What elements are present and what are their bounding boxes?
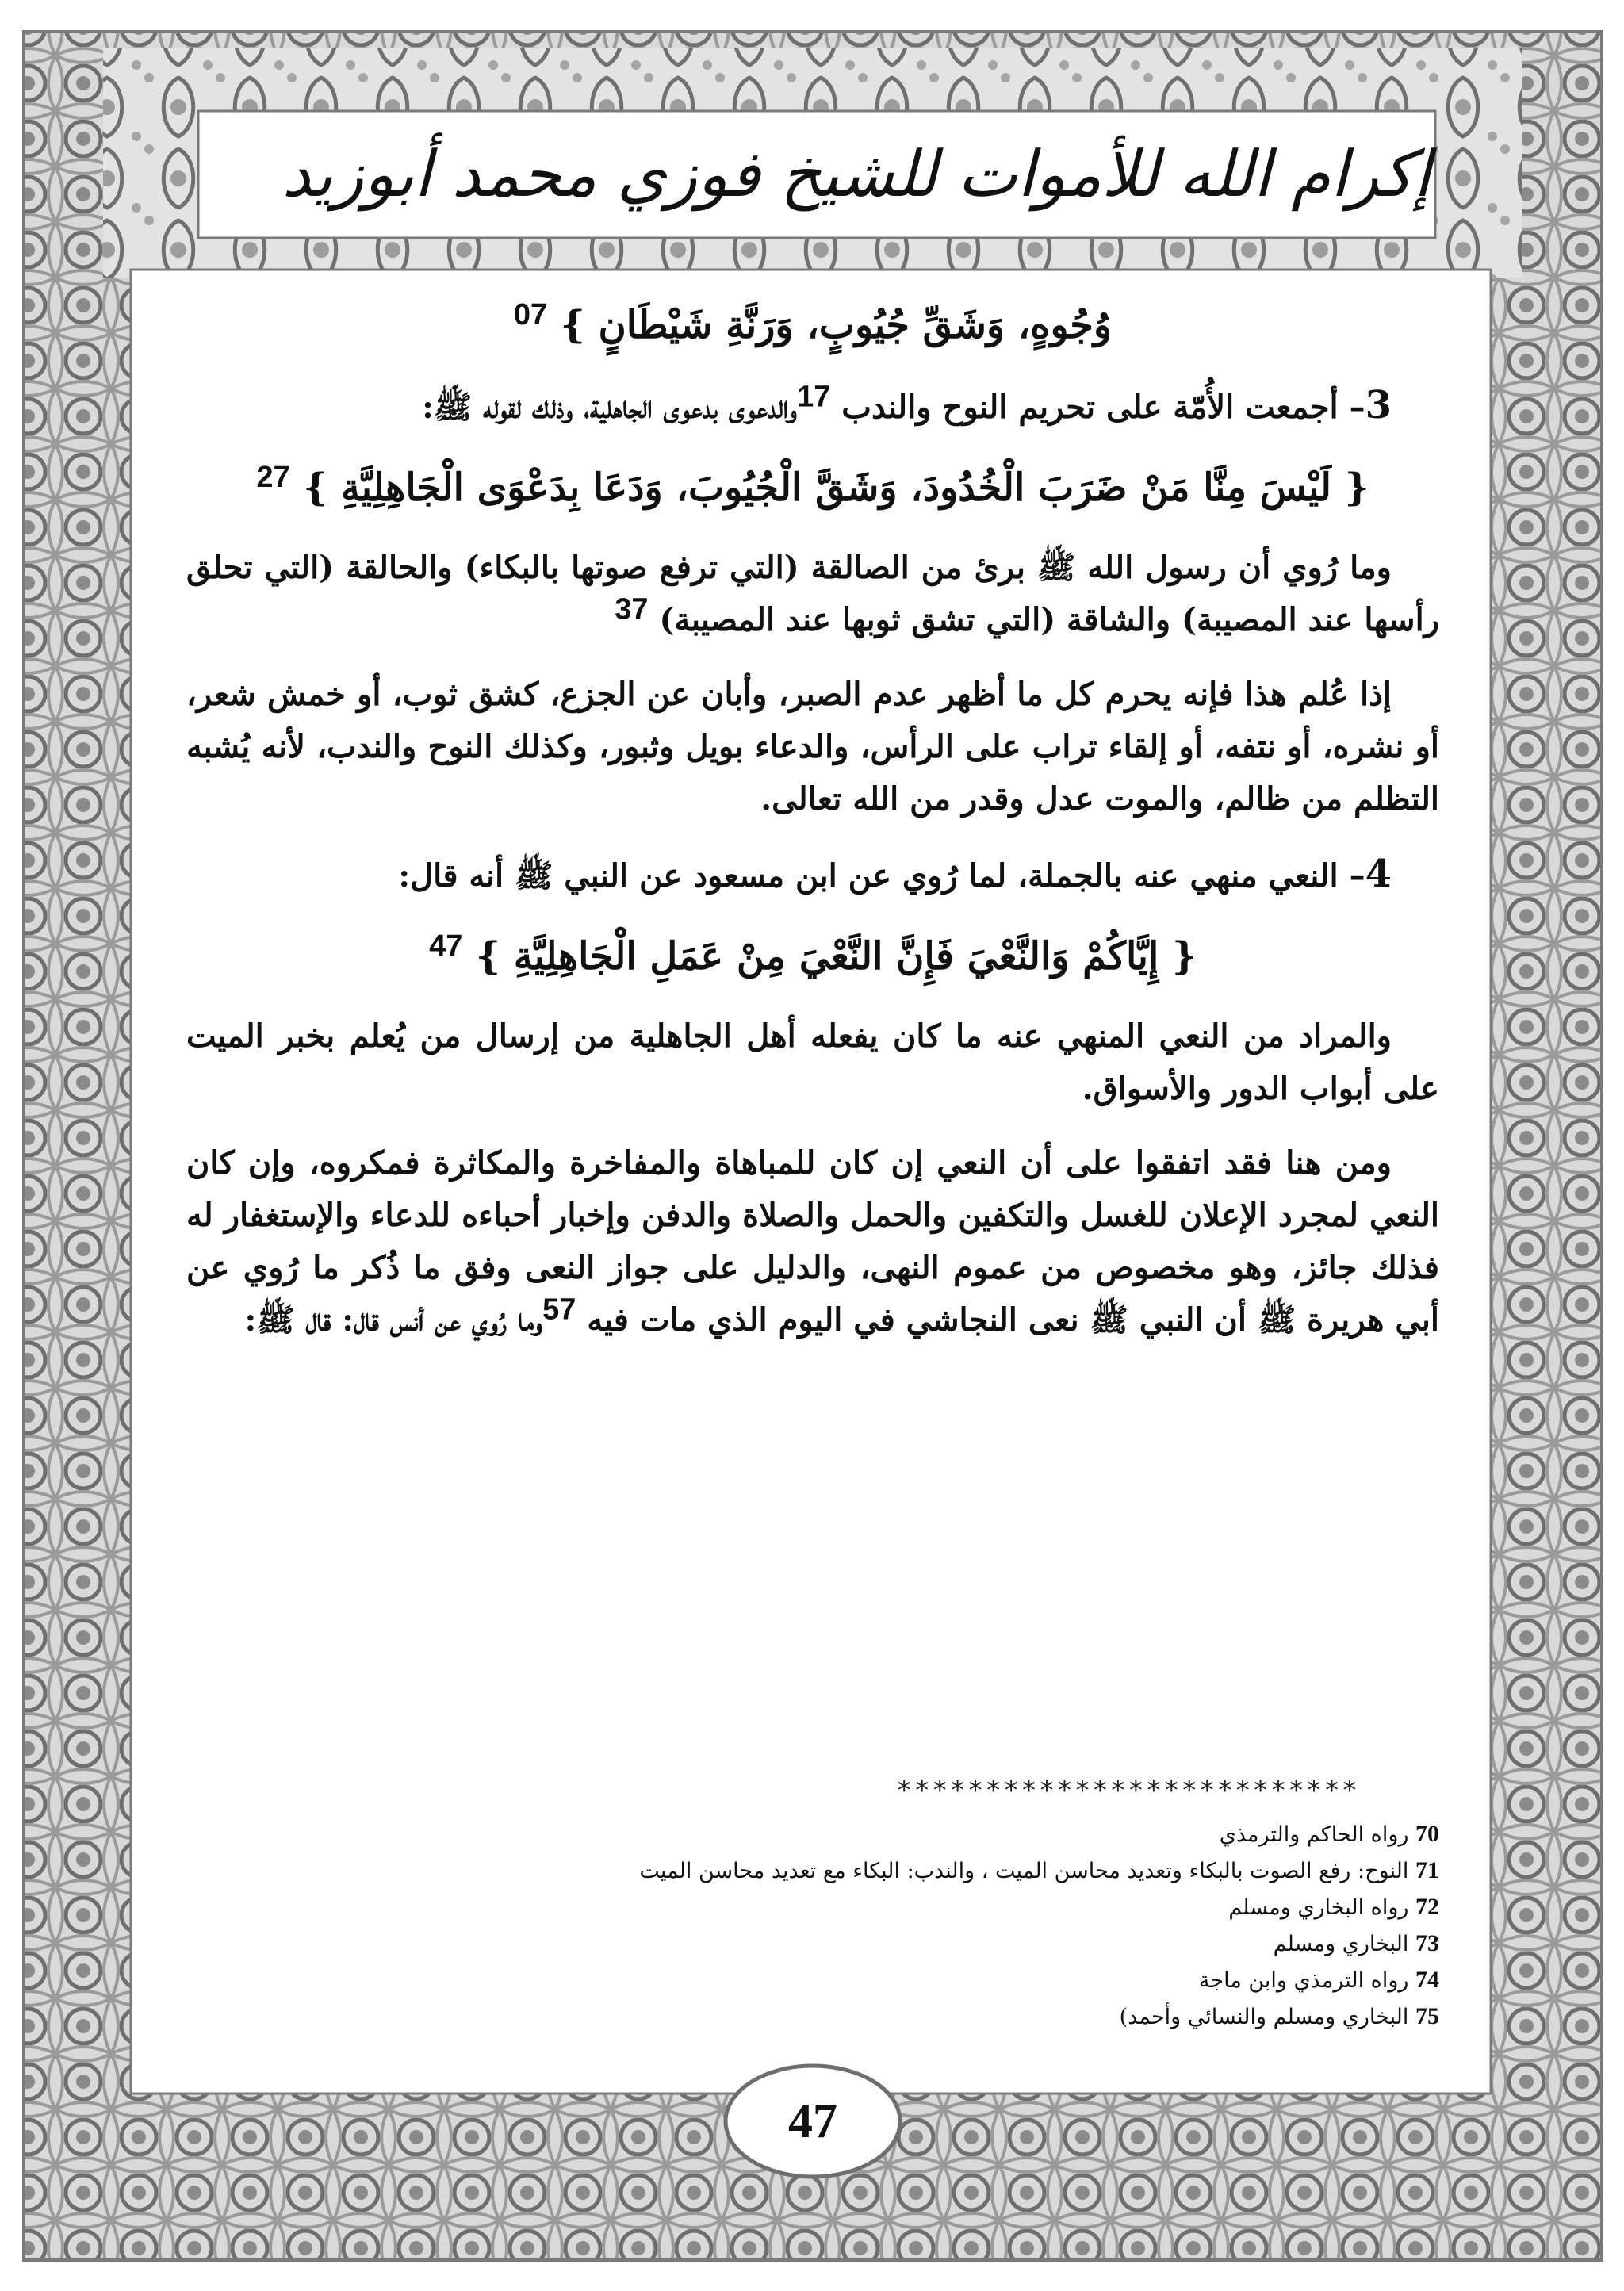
footnote-item xyxy=(186,1998,1439,2035)
footnote-item xyxy=(186,1889,1439,1925)
footnote-text: النوح: رفع الصوت بالبكاء وتعديد محاسن الميت ، والندب: البكاء مع تعديد محاسن الميت xyxy=(639,1859,1409,1883)
item-4-text: – النعي منهي عنه بالجملة، لما رُوي عن ابن مسعود عن النبي ﷺ أنه قال: xyxy=(398,857,1365,895)
footnote-text: رواه الحاكم والترمذي xyxy=(1219,1822,1409,1847)
footnote-ref: 57 xyxy=(542,1293,576,1327)
item-3-text-b: والدعوى بدعوى الجاهلية، وذلك لقوله ﷺ: xyxy=(422,389,798,426)
footnote-text: البخاري ومسلم والنسائي وأحمد) xyxy=(1119,2005,1409,2029)
item-4 xyxy=(186,848,1439,902)
footnote-number: 70 xyxy=(1415,1821,1439,1847)
verse-3-text: { إِيَّاكُمْ وَالنَّعْيَ فَإِنَّ النَّعْيَ مِنْ عَمَلِ الْجَاهِلِيَّةِ } xyxy=(476,934,1197,979)
footnote-number: 73 xyxy=(1415,1930,1439,1956)
item-3-text-a: – أجمعت الأُمّة على تحريم النوح والندب xyxy=(841,389,1365,426)
paragraph-1-text: وما رُوي أن رسول الله ﷺ برئ من الصالقة (التي ترفع صوتها بالبكاء) والحالقة (التي تحلق رأسها عند المصيبة) والشاقة (التي تشق ثوبها عند المصيبة) xyxy=(186,549,1439,638)
footnote-separator: ************************** xyxy=(896,1775,1360,1806)
footnote-number: 71 xyxy=(1415,1857,1439,1883)
footnote-ref: 47 xyxy=(429,929,463,963)
paragraph-1 xyxy=(186,542,1439,646)
footnote-ref: 07 xyxy=(513,298,548,331)
paragraph-4 xyxy=(186,1137,1439,1347)
page-number: 47 xyxy=(788,2094,837,2148)
verse-top-text: وُجُوهٍ، وَشَقِّ جُيُوبٍ، وَرَنَّةِ شَيْطَانٍ } xyxy=(560,303,1113,347)
verse-3 xyxy=(186,925,1439,988)
footnote-item xyxy=(186,1816,1439,1852)
verse-2 xyxy=(186,456,1439,519)
item-number: 4 xyxy=(1365,852,1392,896)
footnote-ref: 27 xyxy=(256,461,290,494)
footnote-number: 74 xyxy=(1415,1967,1439,1993)
footnote-item xyxy=(186,1852,1439,1889)
verse-top xyxy=(186,293,1439,357)
paragraph-4-tail: وما رُوي عن أنس قال: قال ﷺ: xyxy=(244,1301,543,1339)
paragraph-3: والمراد من النعي المنهي عنه ما كان يفعله أهل الجاهلية من إرسال من يُعلم بخبر الميت على أبواب الدور والأسواق. xyxy=(186,1017,1439,1107)
footnote-item xyxy=(186,1962,1439,1998)
verse-2-text: { لَيْسَ مِنَّا مَنْ ضَرَبَ الْخُدُودَ، وَشَقَّ الْجُيُوبَ، وَدَعَا بِدَعْوَى الْجَاهِلِيَّةِ } xyxy=(303,465,1369,510)
footnote-text: رواه البخاري ومسلم xyxy=(1228,1895,1409,1920)
footnote-text: رواه الترمذي وابن ماجة xyxy=(1198,1968,1409,1993)
paragraph-2: إذا عُلم هذا فإنه يحرم كل ما أظهر عدم الصبر، وأبان عن الجزع، كشق ثوب، أو خمش شعر، أو نشره، أو نتفه، أو إلقاء تراب على الرأس، والدعاء بويل وثبور، وكذلك النوح والندب، لأنه يُشبه التظلم من ظالم، والموت عدل وقدر من الله تعالى. xyxy=(186,676,1439,818)
page-header-title: إكرام الله للأموات للشيخ فوزي محمد أبوزيد xyxy=(282,137,1431,211)
footnote-ref: 37 xyxy=(615,592,649,626)
footnote-ref: 17 xyxy=(797,380,831,414)
footnote-number: 75 xyxy=(1415,2003,1439,2029)
item-3 xyxy=(186,379,1439,434)
footnotes xyxy=(186,1816,1439,2035)
footnote-item xyxy=(186,1925,1439,1962)
paragraph-4-text: ومن هنا فقد اتفقوا على أن النعي إن كان للمباهاة والمفاخرة والمكاثرة فمكروه، وإن كان النعي لمجرد الإعلان للغسل والتكفين والحمل والصلاة والدفن وإخبار أحباءه للدعاء والإستغفار له فذلك جائز، وهو مخصوص من عموم النهى، والدليل على جواز النعى وفق ما ذُكر ما رُوي عن أبي هريرة ﷺ أن النبي ﷺ نعى النجاشي في اليوم الذي مات فيه xyxy=(186,1144,1439,1339)
footnote-text: البخاري ومسلم xyxy=(1273,1932,1409,1956)
item-number: 3 xyxy=(1365,383,1392,427)
footnote-number: 72 xyxy=(1415,1894,1439,1920)
main-content xyxy=(186,293,1439,1369)
